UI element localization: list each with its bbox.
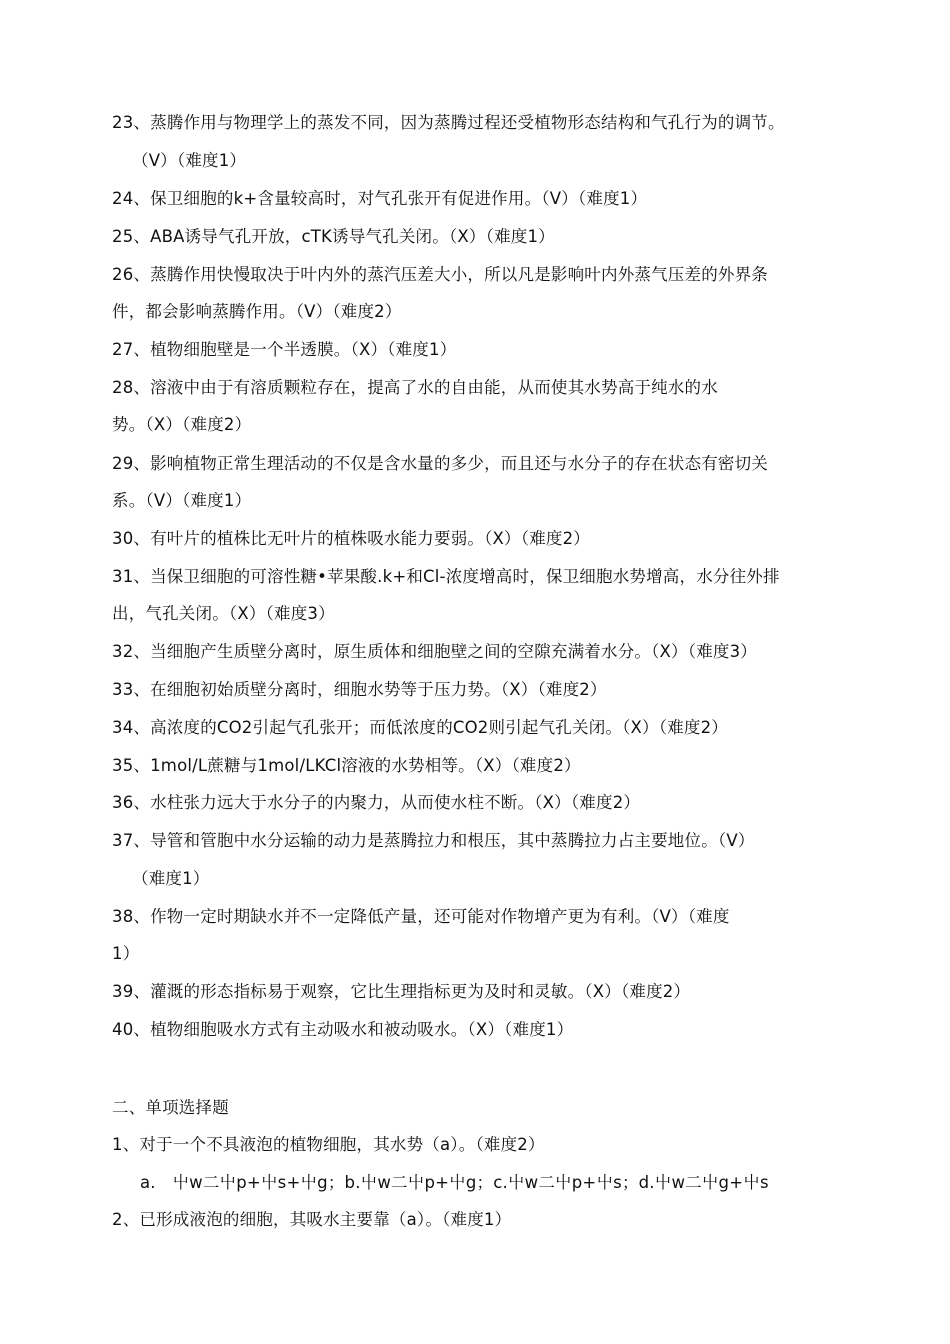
question-1-options: a. 屮w二屮p+屮s+屮g；b.屮w二屮p+屮g；c.屮w二屮p+屮s；d.屮w二屮g+屮s <box>140 1173 769 1192</box>
question-2: 2、已形成液泡的细胞，其吸水主要靠（a）。（难度1） <box>112 1210 512 1229</box>
statement-31: 31、当保卫细胞的可溶性糖•苹果酸.k+和Cl-浓度增高时，保卫细胞水势增高，水分往外排 <box>112 567 780 586</box>
statement-29-cont: 系。（V）（难度1） <box>112 491 252 510</box>
statement-38: 38、作物一定时期缺水并不一定降低产量，还可能对作物增产更为有利。（V）（难度 <box>112 907 730 926</box>
statement-32: 32、当细胞产生质壁分离时，原生质体和细胞壁之间的空隙充满着水分。（X）（难度3） <box>112 642 757 661</box>
statement-34: 34、高浓度的CO2引起气孔张开；而低浓度的CO2则引起气孔关闭。（X）（难度2） <box>112 718 729 737</box>
statement-40: 40、植物细胞吸水方式有主动吸水和被动吸水。（X）（难度1） <box>112 1020 574 1039</box>
statement-37-cont: （难度1） <box>132 869 210 888</box>
statement-23: 23、蒸腾作用与物理学上的蒸发不同，因为蒸腾过程还受植物形态结构和气孔行为的调节。 <box>112 113 785 132</box>
statement-30: 30、有叶片的植株比无叶片的植株吸水能力要弱。（X）（难度2） <box>112 529 590 548</box>
statement-39: 39、灌溉的形态指标易于观察，它比生理指标更为及时和灵敏。（X）（难度2） <box>112 982 691 1001</box>
statement-29: 29、影响植物正常生理活动的不仅是含水量的多少，而且还与水分子的存在状态有密切关 <box>112 454 768 473</box>
statement-26: 26、蒸腾作用快慢取决于叶内外的蒸汽压差大小，所以凡是影响叶内外蒸气压差的外界条 <box>112 265 768 284</box>
statement-38-cont: 1） <box>112 944 140 963</box>
statement-27: 27、植物细胞壁是一个半透膜。（X）（难度1） <box>112 340 457 359</box>
statement-36: 36、水柱张力远大于水分子的内聚力，从而使水柱不断。（X）（难度2） <box>112 793 641 812</box>
statement-26-cont: 件，都会影响蒸腾作用。（V）（难度2） <box>112 302 402 321</box>
statement-37: 37、导管和管胞中水分运输的动力是蒸腾拉力和根压，其中蒸腾拉力占主要地位。（V） <box>112 831 755 850</box>
statement-33: 33、在细胞初始质壁分离时，细胞水势等于压力势。（X）（难度2） <box>112 680 607 699</box>
statement-24: 24、保卫细胞的k+含量较高时，对气孔张开有促进作用。（V）（难度1） <box>112 189 648 208</box>
question-1: 1、对于一个不具液泡的植物细胞，其水势（a）。（难度2） <box>112 1135 545 1154</box>
statement-23-answer: （V）（难度1） <box>132 151 247 170</box>
section-heading: 二、单项选择题 <box>112 1098 229 1117</box>
statement-31-cont: 出，气孔关闭。（X）（难度3） <box>112 604 335 623</box>
statement-35: 35、1mol/L蔗糖与1mol/LKCl溶液的水势相等。（X）（难度2） <box>112 756 581 775</box>
statement-25: 25、ABA诱导气孔开放，cTK诱导气孔关闭。（X）（难度1） <box>112 227 555 246</box>
statement-28-cont: 势。（X）（难度2） <box>112 415 252 434</box>
statement-28: 28、溶液中由于有溶质颗粒存在，提高了水的自由能，从而使其水势高于纯水的水 <box>112 378 718 397</box>
